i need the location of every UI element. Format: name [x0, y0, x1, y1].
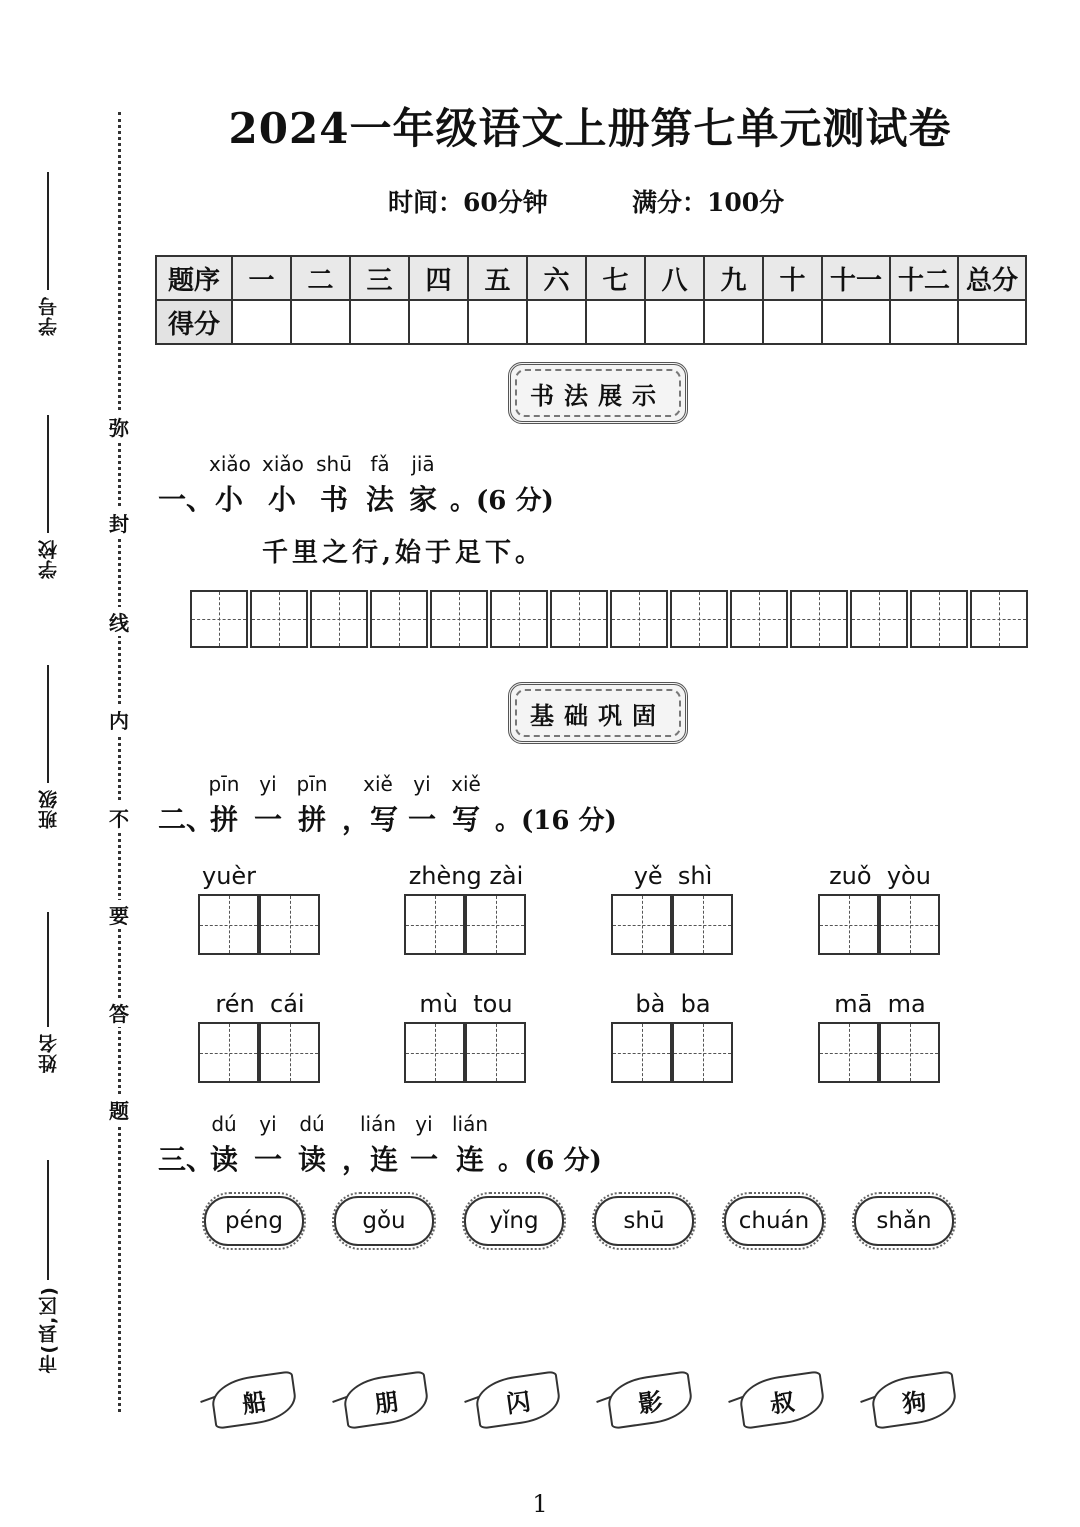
score-cell[interactable] [350, 300, 409, 344]
writing-box[interactable] [430, 590, 488, 648]
q3-char: 一 [253, 1143, 282, 1176]
table-header-cell: 二 [291, 256, 350, 300]
q3-pinyin: lián [359, 1112, 397, 1136]
score-cell[interactable] [527, 300, 586, 344]
writing-box[interactable] [370, 590, 428, 648]
basics-banner [508, 682, 688, 744]
word-item [818, 990, 942, 1083]
seal-char: 线 [104, 607, 134, 636]
student-id-label: 学号 [37, 296, 60, 336]
character-leaf[interactable]: 闪 [473, 1370, 563, 1429]
q2-score-note: 。(16 分) [495, 806, 617, 836]
q3-number: 三、 [158, 1143, 215, 1176]
writing-box[interactable] [818, 1022, 879, 1083]
writing-box[interactable] [611, 894, 672, 955]
table-header-cell: 四 [409, 256, 468, 300]
q1-char: 家 [408, 483, 437, 516]
word-pinyin: mù tou [419, 990, 513, 1018]
writing-box[interactable] [190, 590, 248, 648]
writing-box[interactable] [250, 590, 308, 648]
table-header-cell: 十二 [890, 256, 958, 300]
q2-number: 二、 [158, 803, 215, 836]
q3-pinyin: yi [415, 1112, 433, 1136]
pinyin-cloud[interactable]: gǒu [334, 1196, 434, 1246]
seal-char: 答 [104, 998, 134, 1027]
seal-char: 要 [104, 900, 134, 929]
word-item [611, 862, 735, 955]
word-pinyin: yě shì [633, 862, 713, 890]
q3-pinyin: lián [451, 1112, 489, 1136]
pinyin-cloud[interactable]: péng [204, 1196, 304, 1246]
writing-box[interactable] [850, 590, 908, 648]
q1-score-note: 。(6 分) [450, 486, 554, 516]
q3-char: 一 [409, 1143, 438, 1176]
table-header-cell: 五 [468, 256, 527, 300]
writing-box[interactable] [490, 590, 548, 648]
writing-box[interactable] [818, 894, 879, 955]
table-header-cell: 十一 [822, 256, 890, 300]
class-label: 班级 [37, 789, 60, 829]
q1-pinyin: xiǎo [262, 452, 304, 476]
score-table [155, 255, 1027, 345]
writing-box[interactable] [465, 1022, 526, 1083]
word-item [198, 990, 322, 1083]
q3-pinyin: yi [259, 1112, 277, 1136]
score-cell[interactable] [586, 300, 645, 344]
q2-pinyin: pīn [208, 772, 240, 796]
seal-char: 封 [104, 508, 134, 537]
exam-time: 时间：60分钟 [388, 188, 548, 217]
score-cell[interactable] [232, 300, 291, 344]
q3-score-note: 。(6 分) [498, 1146, 602, 1176]
q1-char: 小 [267, 483, 296, 516]
table-header-cell: 十 [763, 256, 822, 300]
seal-char: 弥 [104, 412, 134, 441]
writing-box[interactable] [970, 590, 1028, 648]
table-header-cell: 八 [645, 256, 704, 300]
writing-box[interactable] [910, 590, 968, 648]
score-cell[interactable] [409, 300, 468, 344]
page-number: 1 [532, 1490, 548, 1518]
table-row [156, 256, 1026, 300]
writing-box[interactable] [259, 1022, 320, 1083]
character-leaf[interactable]: 船 [209, 1370, 299, 1429]
writing-box[interactable] [198, 1022, 259, 1083]
writing-box[interactable] [465, 894, 526, 955]
character-leaf[interactable]: 叔 [737, 1370, 827, 1429]
writing-box[interactable] [404, 894, 465, 955]
calligraphy-banner [508, 362, 688, 424]
pinyin-cloud[interactable]: shǎn [854, 1196, 954, 1246]
q1-pinyin: fǎ [370, 452, 390, 476]
q2-char: 一 [407, 803, 436, 836]
q2-pinyin: xiě [363, 772, 393, 796]
character-leaf[interactable]: 影 [605, 1370, 695, 1429]
name-label: 姓名 [37, 1033, 60, 1073]
word-item [818, 862, 942, 955]
seal-dotted-line [118, 112, 121, 1412]
writing-box[interactable] [550, 590, 608, 648]
student-id-field [28, 172, 68, 336]
writing-box[interactable] [730, 590, 788, 648]
word-pinyin: yuèr [202, 862, 257, 890]
q3-char: 读 [209, 1143, 238, 1176]
table-header-cell: 七 [586, 256, 645, 300]
writing-box[interactable] [259, 894, 320, 955]
writing-box[interactable] [672, 894, 733, 955]
table-header-cell: 总分 [958, 256, 1026, 300]
name-field [28, 912, 68, 1073]
writing-box[interactable] [610, 590, 668, 648]
q2-pinyin: pīn [296, 772, 328, 796]
score-cell[interactable] [822, 300, 890, 344]
writing-box[interactable] [879, 894, 940, 955]
q1-pinyin: shū [316, 452, 352, 476]
word-pinyin: rén cái [215, 990, 305, 1018]
city-field [28, 1160, 68, 1374]
school-label: 学校 [37, 539, 60, 579]
q2-char: 拼 [297, 803, 326, 836]
word-item [404, 862, 528, 955]
word-pinyin: mā ma [834, 990, 926, 1018]
score-cell[interactable] [468, 300, 527, 344]
character-leaf[interactable]: 狗 [869, 1370, 959, 1429]
q3-char: ，连 [342, 1143, 399, 1176]
basics-banner-text: 基础巩固 [530, 700, 666, 730]
word-item [404, 990, 528, 1083]
score-cell[interactable] [645, 300, 704, 344]
q1-pinyin: jiā [411, 452, 435, 476]
q1-sentence: 千里之行,始于足下。 [262, 538, 546, 568]
word-pinyin: bà ba [635, 990, 711, 1018]
city-label: 市(县,区) [37, 1286, 60, 1374]
writing-box[interactable] [310, 590, 368, 648]
pinyin-cloud[interactable]: yǐng [464, 1196, 564, 1246]
score-cell[interactable] [291, 300, 350, 344]
table-header-cell: 三 [350, 256, 409, 300]
q1-char: 小 [214, 483, 243, 516]
q2-char: 一 [253, 803, 282, 836]
word-pinyin: zhèng zài [408, 862, 524, 890]
writing-box[interactable] [879, 1022, 940, 1083]
seal-char: 内 [104, 705, 134, 734]
full-score: 满分：100分 [632, 188, 785, 217]
score-cell[interactable] [763, 300, 822, 344]
word-item [198, 862, 322, 955]
school-field [28, 415, 68, 579]
writing-box[interactable] [670, 590, 728, 648]
table-header-cell: 题序 [156, 256, 232, 300]
q2-pinyin: yi [413, 772, 431, 796]
writing-box[interactable] [790, 590, 848, 648]
table-row [156, 300, 1026, 344]
table-row-head: 得分 [156, 300, 232, 344]
q2-char: 写 [451, 803, 480, 836]
table-header-cell: 六 [527, 256, 586, 300]
calligraphy-banner-text: 书法展示 [530, 380, 666, 410]
q3-char: 读 [297, 1143, 326, 1176]
q1-pinyin: xiǎo [209, 452, 251, 476]
writing-box[interactable] [672, 1022, 733, 1083]
q2-pinyin: xiě [451, 772, 481, 796]
q1-number: 一、 [158, 483, 215, 516]
pinyin-cloud[interactable]: shū [594, 1196, 694, 1246]
class-field [28, 665, 68, 829]
writing-box[interactable] [198, 894, 259, 955]
seal-char: 题 [104, 1095, 134, 1124]
table-header-cell: 九 [704, 256, 763, 300]
score-cell[interactable] [890, 300, 958, 344]
q3-pinyin: dú [299, 1112, 325, 1136]
table-header-cell: 一 [232, 256, 291, 300]
word-item [611, 990, 735, 1083]
writing-box[interactable] [611, 1022, 672, 1083]
q2-pinyin: yi [259, 772, 277, 796]
q1-char: 法 [365, 483, 394, 516]
pinyin-cloud[interactable]: chuán [724, 1196, 824, 1246]
seal-char: 不 [104, 803, 134, 832]
q2-char: 拼 [209, 803, 238, 836]
q3-char: 连 [455, 1143, 484, 1176]
score-cell[interactable] [958, 300, 1026, 344]
character-leaf[interactable]: 朋 [341, 1370, 431, 1429]
q1-char: 书 [319, 483, 348, 516]
writing-box[interactable] [404, 1022, 465, 1083]
score-cell[interactable] [704, 300, 763, 344]
word-pinyin: zuǒ yòu [829, 862, 931, 890]
q3-pinyin: dú [211, 1112, 237, 1136]
page-title: 2024一年级语文上册第七单元测试卷 [228, 104, 952, 153]
q1-writing-grid [190, 590, 1030, 648]
q2-char: ，写 [342, 803, 399, 836]
